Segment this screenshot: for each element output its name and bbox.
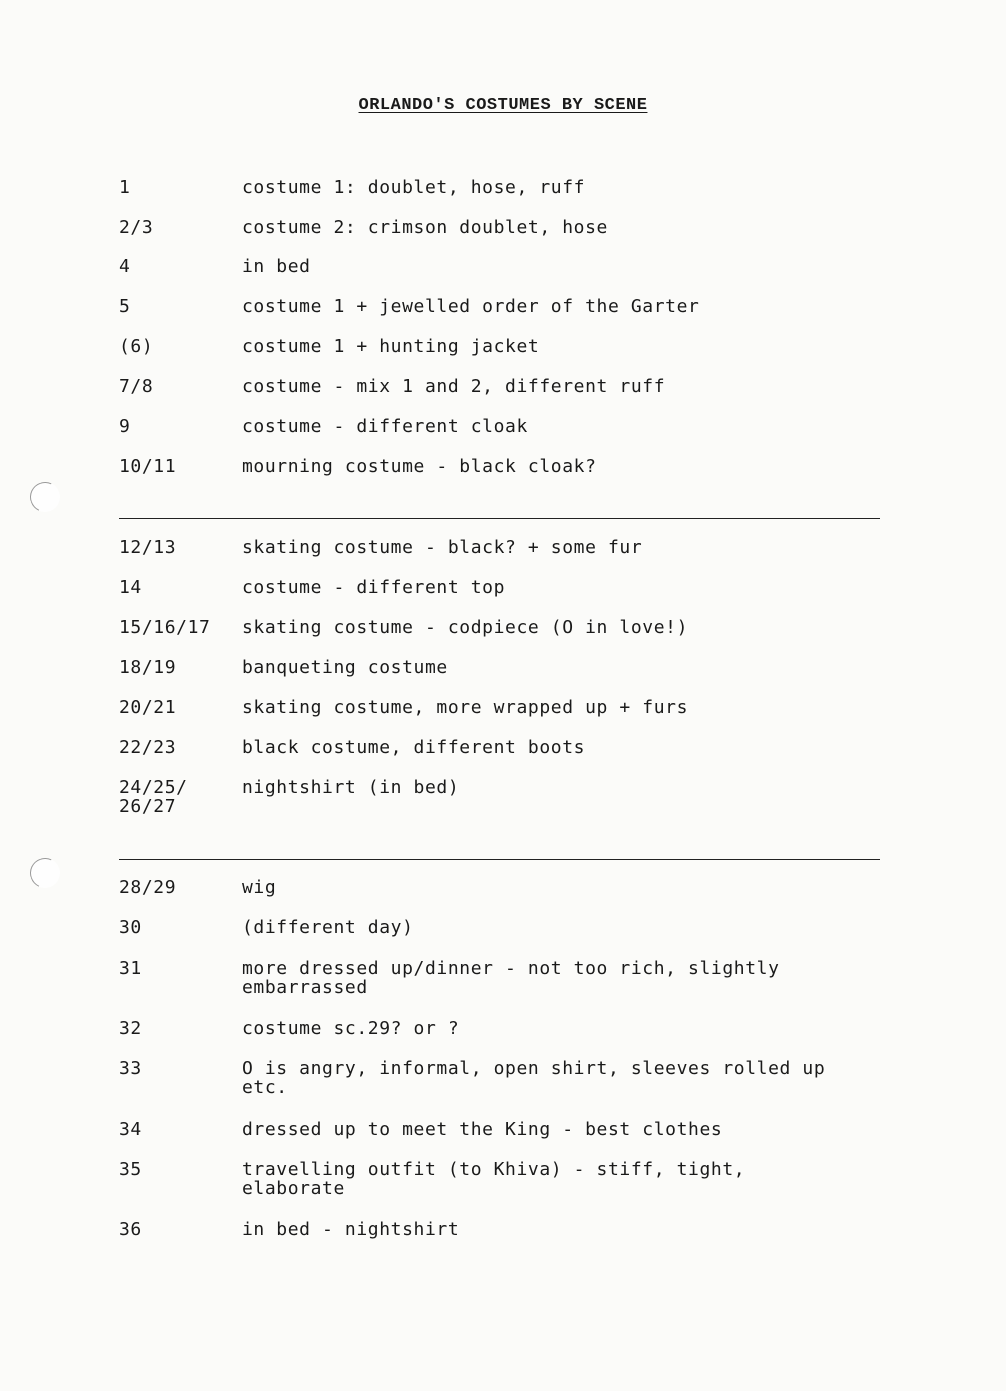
scene-number: 20/21	[119, 697, 177, 718]
scene-number: 22/23	[119, 737, 177, 758]
costume-description: more dressed up/dinner - not too rich, slightly embarrassed	[242, 958, 780, 998]
scene-number: 12/13	[119, 537, 177, 558]
punch-hole-top	[26, 478, 64, 516]
costume-description: black costume, different boots	[242, 737, 586, 758]
scene-number: 14	[119, 577, 142, 598]
costume-description: costume 1 + hunting jacket	[242, 336, 540, 357]
scene-number: 1	[119, 177, 131, 198]
costume-description: dressed up to meet the King - best clothes	[242, 1119, 723, 1140]
scene-number: 34	[119, 1119, 142, 1140]
scene-number: 18/19	[119, 657, 177, 678]
costume-description: O is angry, informal, open shirt, sleeves rolled up etc.	[242, 1058, 826, 1098]
costume-description: costume - different top	[242, 577, 506, 598]
costume-description: wig	[242, 877, 277, 898]
costume-description: (different day)	[242, 917, 414, 938]
costume-description: costume 2: crimson doublet, hose	[242, 217, 608, 238]
scene-number: 7/8	[119, 376, 154, 397]
scene-number: 2/3	[119, 217, 154, 238]
costume-description: skating costume - codpiece (O in love!)	[242, 617, 689, 638]
costume-description: skating costume - black? + some fur	[242, 537, 643, 558]
scene-number: 33	[119, 1058, 142, 1079]
costume-description: costume 1: doublet, hose, ruff	[242, 177, 586, 198]
scene-number: 35	[119, 1159, 142, 1180]
scene-number: 9	[119, 416, 131, 437]
scene-number: 15/16/17	[119, 617, 211, 638]
document-title: ORLANDO'S COSTUMES BY SCENE	[358, 96, 648, 115]
scene-number: 4	[119, 256, 131, 277]
scene-number: 32	[119, 1018, 142, 1039]
costume-description: banqueting costume	[242, 657, 448, 678]
punch-hole-bottom	[26, 854, 64, 892]
costume-description: in bed	[242, 256, 311, 277]
costume-description: costume - different cloak	[242, 416, 528, 437]
costume-description: costume - mix 1 and 2, different ruff	[242, 376, 666, 397]
costume-description: costume 1 + jewelled order of the Garter	[242, 296, 700, 317]
scene-number: 36	[119, 1219, 142, 1240]
scene-number: 24/25/ 26/27	[119, 777, 188, 817]
section-divider	[119, 859, 880, 860]
costume-description: travelling outfit (to Khiva) - stiff, tight, elaborate	[242, 1159, 746, 1199]
scene-number: 30	[119, 917, 142, 938]
costume-description: skating costume, more wrapped up + furs	[242, 697, 689, 718]
costume-description: nightshirt (in bed)	[242, 777, 460, 798]
scene-number: 5	[119, 296, 131, 317]
costume-description: costume sc.29? or ?	[242, 1018, 460, 1039]
scene-number: (6)	[119, 336, 154, 357]
scene-number: 10/11	[119, 456, 177, 477]
costume-description: mourning costume - black cloak?	[242, 456, 597, 477]
costume-description: in bed - nightshirt	[242, 1219, 460, 1240]
section-divider	[119, 518, 880, 519]
scene-number: 31	[119, 958, 142, 979]
scene-number: 28/29	[119, 877, 177, 898]
